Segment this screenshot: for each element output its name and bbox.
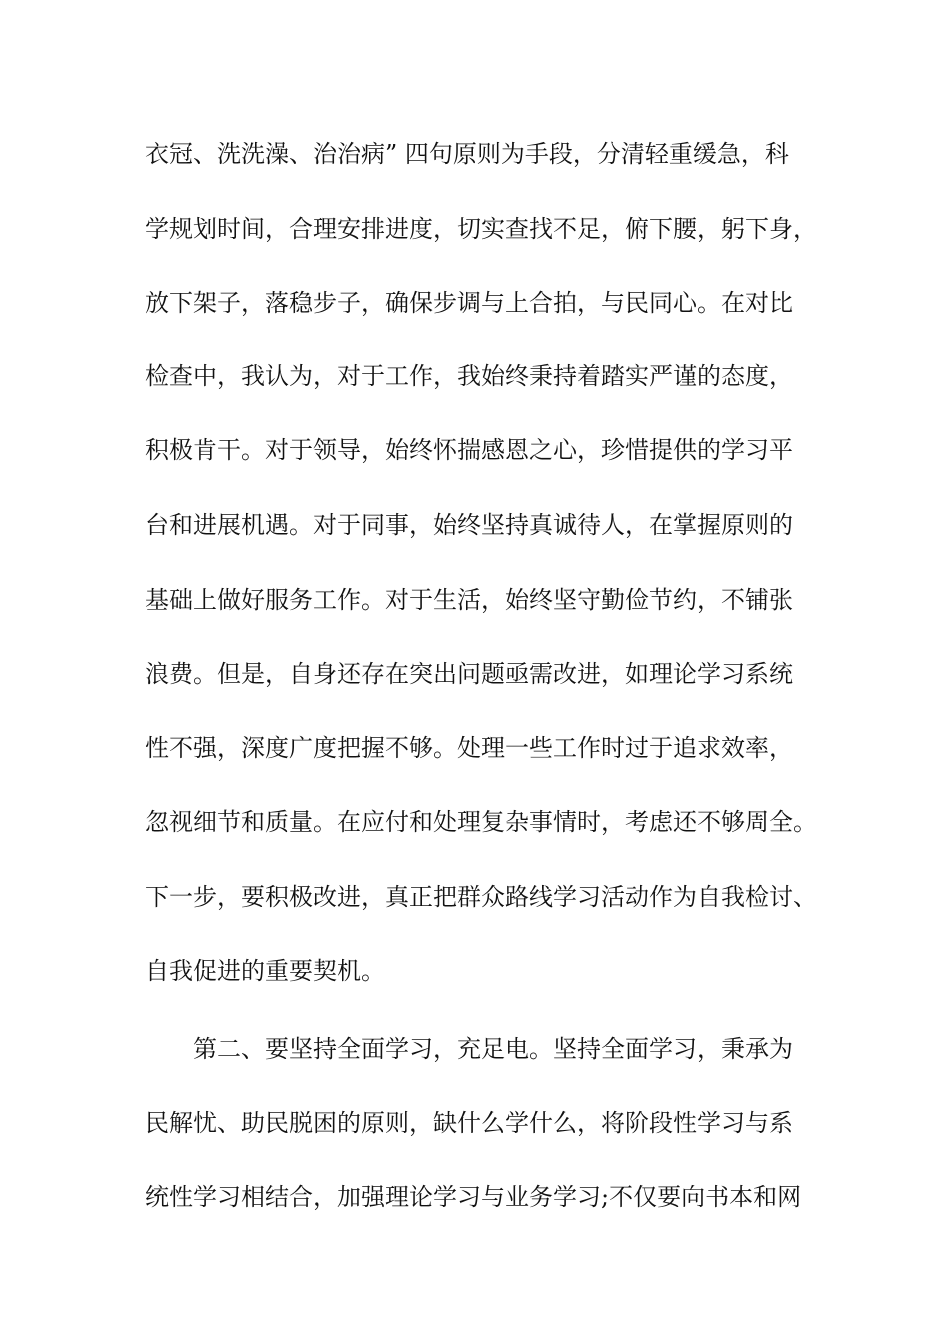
text-line: 忽视细节和质量。在应付和处理复杂事情时，考虑还不够周全。 xyxy=(145,808,817,836)
text-line: 积极肯干。对于领导，始终怀揣感恩之心，珍惜提供的学习平 xyxy=(145,436,793,464)
paragraph-first-line: 第二、要坚持全面学习，充足电。坚持全面学习，秉承为 xyxy=(193,1035,793,1063)
text-line: 民解忧、助民脱困的原则，缺什么学什么，将阶段性学习与系 xyxy=(145,1109,793,1137)
text-line: 检查中，我认为，对于工作，我始终秉持着踏实严谨的态度， xyxy=(145,362,793,390)
text-line: 衣冠、洗洗澡、治治病” 四句原则为手段，分清轻重缓急，科 xyxy=(145,140,789,168)
text-line: 性不强，深度广度把握不够。处理一些工作时过于追求效率， xyxy=(145,734,793,762)
text-line: 下一步，要积极改进，真正把群众路线学习活动作为自我检讨、 xyxy=(145,883,817,911)
text-line: 浪费。但是，自身还存在突出问题亟需改进，如理论学习系统 xyxy=(145,660,793,688)
text-line: 统性学习相结合，加强理论学习与业务学习;不仅要向书本和网 xyxy=(145,1183,802,1211)
text-line: 放下架子，落稳步子，确保步调与上合拍，与民同心。在对比 xyxy=(145,289,793,317)
text-line: 学规划时间，合理安排进度，切实查找不足，俯下腰，躬下身， xyxy=(145,215,817,243)
text-line: 基础上做好服务工作。对于生活，始终坚守勤俭节约，不铺张 xyxy=(145,586,793,614)
text-line: 自我促进的重要契机。 xyxy=(145,957,385,985)
text-line: 台和进展机遇。对于同事，始终坚持真诚待人，在掌握原则的 xyxy=(145,511,793,539)
